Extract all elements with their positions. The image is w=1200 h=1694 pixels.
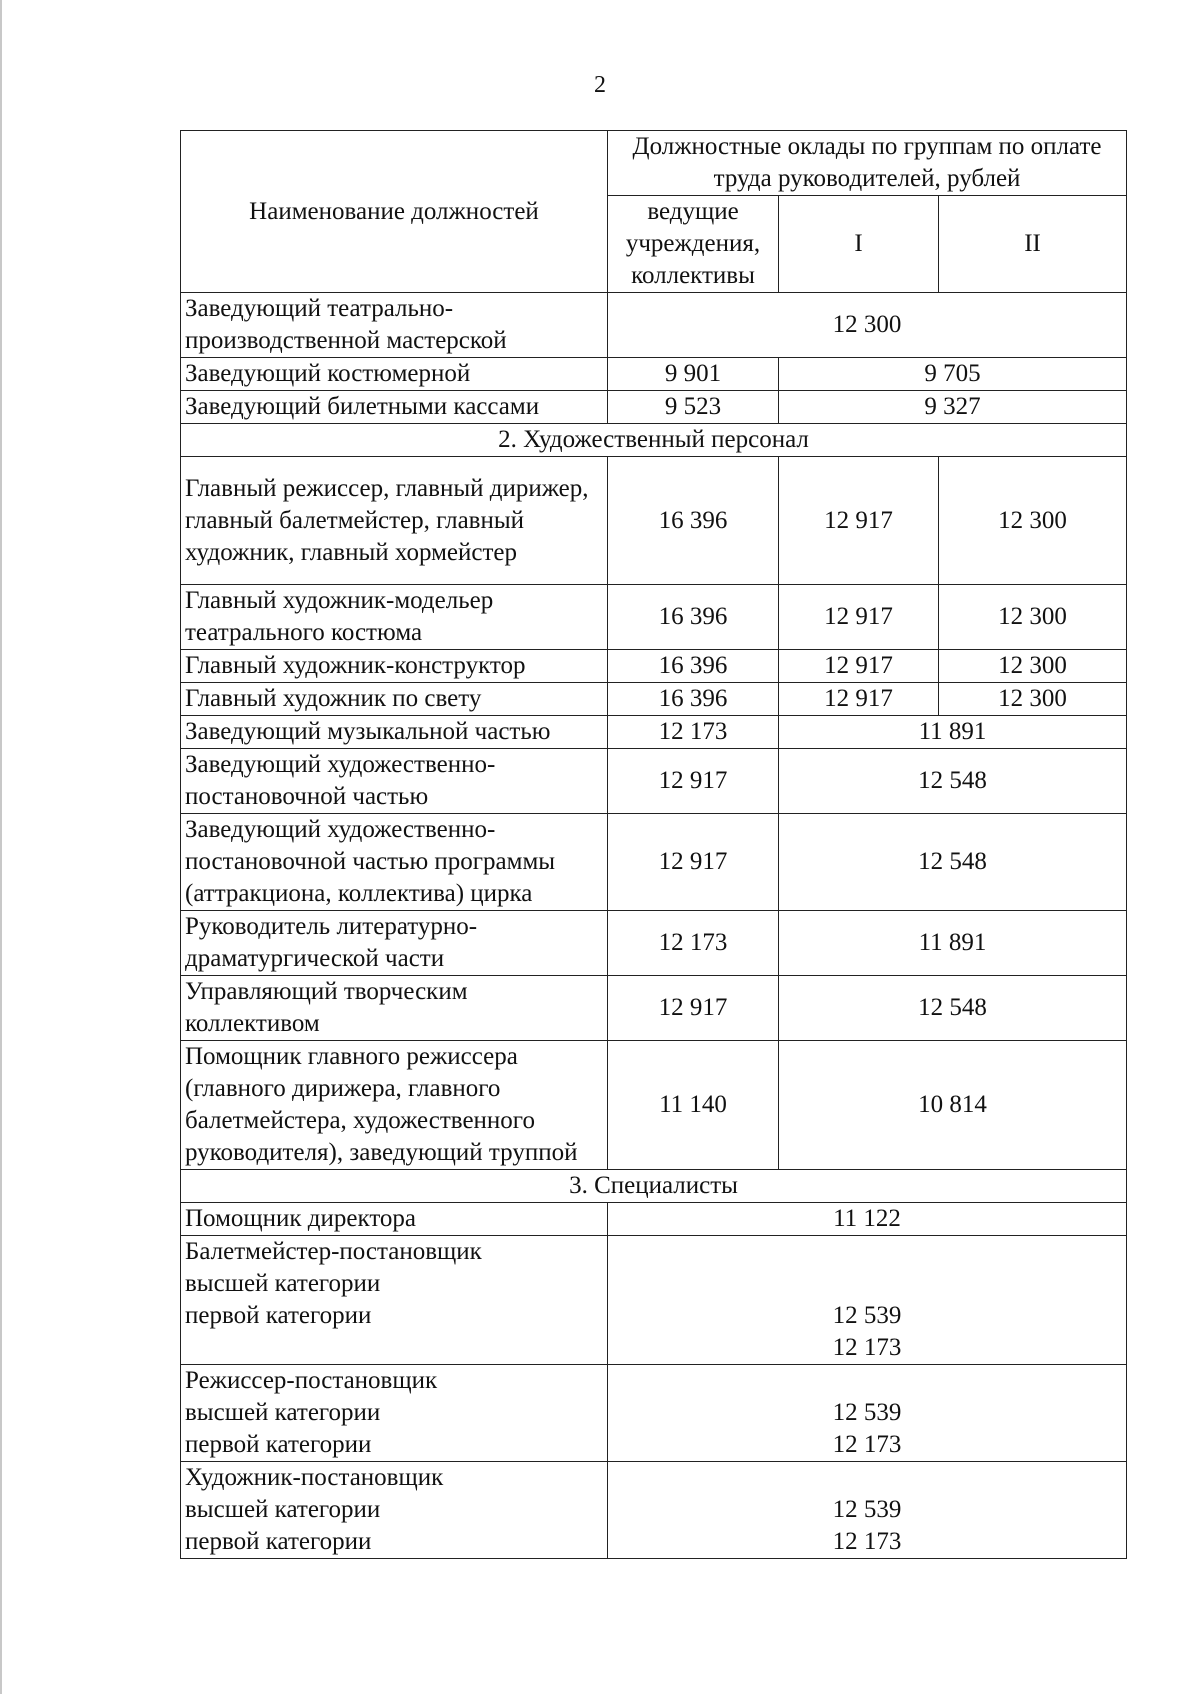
position-name: Заведующий художественно-постановочной частью [181,749,608,814]
category-highest: высшей категории [185,1270,381,1297]
salary-lead: 9 523 [608,391,779,424]
table-row [181,814,1127,911]
salary-values [608,1462,1127,1559]
section-heading: 2. Художественный персонал [181,424,1127,457]
category-first: первой категории [185,1431,372,1458]
table-row [181,749,1127,814]
salary-lead: 9 901 [608,358,779,391]
salary-group-II: 12 300 [939,650,1127,683]
position-name: Главный художник-модельер театрального костюма [181,585,608,650]
position-name: Заведующий костюмерной [181,358,608,391]
salary-lead: 12 173 [608,716,779,749]
table-row [181,1462,1127,1559]
position-name: Заведующий билетными кассами [181,391,608,424]
salary-groups: 11 891 [779,911,1127,976]
table-row [181,358,1127,391]
table-row [181,391,1127,424]
salary-group-II: 12 300 [939,457,1127,585]
salary-values [608,1365,1127,1462]
category-highest: высшей категории [185,1399,381,1426]
position-name: Заведующий художественно-постановочной частью программы (аттракциона, коллектива) цирка [181,814,608,911]
salary-groups: 11 891 [779,716,1127,749]
section-row [181,424,1127,457]
position-name [181,1365,608,1462]
table-row [181,716,1127,749]
position-title: Балетмейстер-постановщик [185,1238,482,1265]
salary-group-I: 12 917 [779,585,939,650]
salary-group-I: 12 917 [779,683,939,716]
salary-first: 12 173 [832,1334,902,1361]
section-heading: 3. Специалисты [181,1170,1127,1203]
position-title: Художник-постановщик [185,1464,444,1491]
page-number: 2 [594,72,606,98]
salary-groups: 12 548 [779,976,1127,1041]
salary-highest: 12 539 [832,1399,902,1426]
salary-lead: 16 396 [608,585,779,650]
salary-groups: 12 548 [779,814,1127,911]
salary-lead: 12 173 [608,911,779,976]
salary-lead: 16 396 [608,650,779,683]
header-sub-lead: ведущие учреждения, коллективы [608,196,779,293]
position-name: Главный художник-конструктор [181,650,608,683]
table-row [181,1203,1127,1236]
salary-groups: 9 705 [779,358,1127,391]
salary-highest: 12 539 [832,1302,902,1329]
salary-first: 12 173 [832,1431,902,1458]
salary-group-II: 12 300 [939,683,1127,716]
salary-lead: 16 396 [608,683,779,716]
salary-first: 12 173 [832,1528,902,1555]
salary-lead: 12 917 [608,749,779,814]
position-title: Режиссер-постановщик [185,1367,438,1394]
salary-value: 11 122 [608,1203,1127,1236]
position-name: Управляющий творческим коллективом [181,976,608,1041]
salary-group-I: 12 917 [779,650,939,683]
position-name [181,1236,608,1365]
table-row [181,911,1127,976]
salary-group-II: 12 300 [939,585,1127,650]
header-row-1 [181,131,1127,196]
position-name: Помощник директора [181,1203,608,1236]
position-name [181,1462,608,1559]
salary-value: 12 300 [608,293,1127,358]
header-sub-I: I [779,196,939,293]
position-name: Главный художник по свету [181,683,608,716]
salary-groups: 10 814 [779,1041,1127,1170]
position-name: Руководитель литературно-драматургической части [181,911,608,976]
section-row [181,1170,1127,1203]
table-row [181,585,1127,650]
salary-lead: 16 396 [608,457,779,585]
salary-lead: 11 140 [608,1041,779,1170]
salary-groups: 12 548 [779,749,1127,814]
position-name: Заведующий музыкальной частью [181,716,608,749]
salary-values [608,1236,1127,1365]
salary-highest: 12 539 [832,1496,902,1523]
category-first: первой категории [185,1302,372,1329]
table-row [181,976,1127,1041]
position-name: Главный режиссер, главный дирижер, главный балетмейстер, главный художник, главный хормейстер [181,457,608,585]
header-position-col: Наименование должностей [181,131,608,293]
scan-edge-line [0,0,2,1694]
salary-table [180,130,1127,1559]
table-row [181,650,1127,683]
table-row [181,1041,1127,1170]
header-group-title: Должностные оклады по группам по оплате труда руководителей, рублей [608,131,1127,196]
position-name: Заведующий театрально-производственной мастерской [181,293,608,358]
position-name: Помощник главного режиссера (главного дирижера, главного балетмейстера, художественного руководителя), заведующий труппой [181,1041,608,1170]
table-row [181,1236,1127,1365]
table-row [181,293,1127,358]
salary-groups: 9 327 [779,391,1127,424]
salary-lead: 12 917 [608,976,779,1041]
category-first: первой категории [185,1528,372,1555]
table-row [181,1365,1127,1462]
table-row [181,457,1127,585]
salary-lead: 12 917 [608,814,779,911]
header-sub-II: II [939,196,1127,293]
category-highest: высшей категории [185,1496,381,1523]
table-row [181,683,1127,716]
salary-group-I: 12 917 [779,457,939,585]
